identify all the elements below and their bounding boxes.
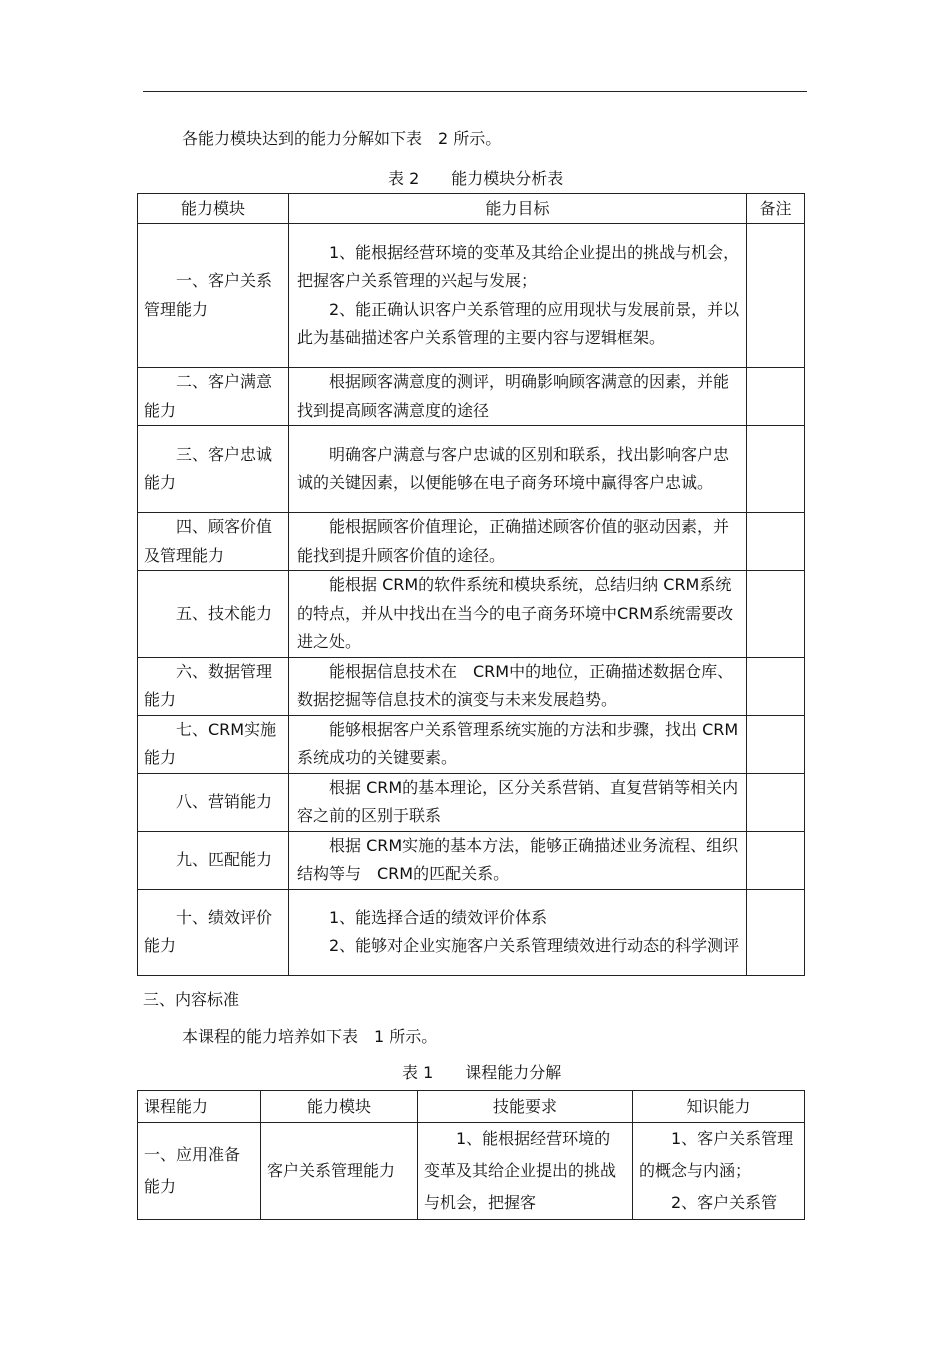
table-row (138, 426, 805, 513)
module-name: 三、客户忠诚能力 (144, 444, 273, 492)
goal-text: 1、能根据经营环境的变革及其给企业提出的挑战与机会，把握客户关系管理的兴起与发展； (297, 242, 740, 290)
table-row (138, 224, 805, 368)
table-row (138, 715, 805, 773)
table-row (138, 657, 805, 715)
skill-text: 1、能根据经营环境的变革及其给企业提出的挑战与机会，把握客 (424, 1129, 617, 1212)
course-ability-table (137, 1090, 805, 1220)
header-course: 课程能力 (138, 1091, 261, 1123)
header-skill: 技能要求 (418, 1091, 633, 1123)
header-module: 能力模块 (138, 194, 289, 224)
table-row (138, 571, 805, 658)
table-header-row (138, 194, 805, 224)
module-name: 二、客户满意能力 (144, 372, 273, 420)
note-cell (747, 571, 805, 658)
goal-text: 根据 CRM的基本理论，区分关系营销、直复营销等相关内容之前的区别于联系 (297, 777, 739, 825)
note-cell (747, 513, 805, 571)
header-rule (143, 91, 807, 92)
header-knowledge: 知识能力 (633, 1091, 805, 1123)
module-name: 六、数据管理能力 (144, 661, 273, 709)
module-name: 四、顾客价值及管理能力 (144, 517, 273, 565)
course-cell: 一、应用准备能力 (138, 1123, 261, 1220)
goal-text: 1、能选择合适的绩效评价体系 (329, 907, 548, 927)
module-name: 九、匹配能力 (176, 849, 273, 869)
goal-text: 根据顾客满意度的测评，明确影响顾客满意的因素，并能找到提高顾客满意度的途径 (297, 372, 730, 420)
table2-caption: 表 2 能力模块分析表 (388, 169, 564, 188)
goal-text: 2、能够对企业实施客户关系管理绩效进行动态的科学测评 (329, 936, 740, 955)
table-row (138, 513, 805, 571)
module-name: 十、绩效评价能力 (144, 907, 273, 955)
module-cell: 客户关系管理能力 (261, 1123, 418, 1220)
note-cell (747, 773, 805, 831)
module-name: 八、营销能力 (176, 791, 273, 811)
knowledge-text: 1、客户关系管理的概念与内涵； (639, 1129, 794, 1180)
note-cell (747, 715, 805, 773)
goal-text: 能根据顾客价值理论，正确描述顾客价值的驱动因素，并能找到提升顾客价值的途径。 (297, 517, 730, 565)
note-cell (747, 426, 805, 513)
goal-text: 根据 CRM实施的基本方法，能够正确描述业务流程、组织结构等与 CRM的匹配关系。 (297, 835, 739, 883)
goal-text: 能根据信息技术在 CRM中的地位，正确描述数据仓库、数据挖掘等信息技术的演变与未来发展趋势。 (297, 661, 734, 709)
goal-text: 能够根据客户关系管理系统实施的方法和步骤，找出 CRM系统成功的关键要素。 (297, 719, 739, 767)
module-name: 五、技术能力 (176, 603, 273, 623)
table-row (138, 889, 805, 975)
table-header-row (138, 1091, 805, 1123)
section-heading: 三、内容标准 (143, 990, 240, 1009)
goal-text: 2、能正确认识客户关系管理的应用现状与发展前景，并以此为基础描述客户关系管理的主要内容与逻辑框架。 (297, 299, 740, 347)
note-cell (747, 368, 805, 426)
module-name: 一、客户关系管理能力 (144, 271, 273, 319)
header-module: 能力模块 (261, 1091, 418, 1123)
intro-paragraph: 各能力模块达到的能力分解如下表 2 所示。 (182, 129, 502, 148)
note-cell (747, 224, 805, 368)
knowledge-text: 2、客户关系管 (671, 1193, 778, 1212)
table-row (138, 831, 805, 889)
header-goal: 能力目标 (289, 194, 747, 224)
note-cell (747, 889, 805, 975)
ability-module-table (137, 193, 805, 976)
intro2-paragraph: 本课程的能力培养如下表 1 所示。 (182, 1027, 438, 1046)
goal-text: 能根据 CRM的软件系统和模块系统，总结归纳 CRM系统的特点，并从中找出在当今的电子商务环境中CRM系统需要改进之处。 (297, 575, 734, 651)
table-row (138, 773, 805, 831)
table1-caption: 表 1 课程能力分解 (402, 1063, 562, 1082)
table-row (138, 1123, 805, 1220)
table-row (138, 368, 805, 426)
module-name: 七、CRM实施能力 (144, 719, 277, 767)
note-cell (747, 831, 805, 889)
goal-text: 明确客户满意与客户忠诚的区别和联系，找出影响客户忠诚的关键因素，以便能够在电子商务环境中赢得客户忠诚。 (297, 444, 730, 492)
note-cell (747, 657, 805, 715)
header-note: 备注 (747, 194, 805, 224)
